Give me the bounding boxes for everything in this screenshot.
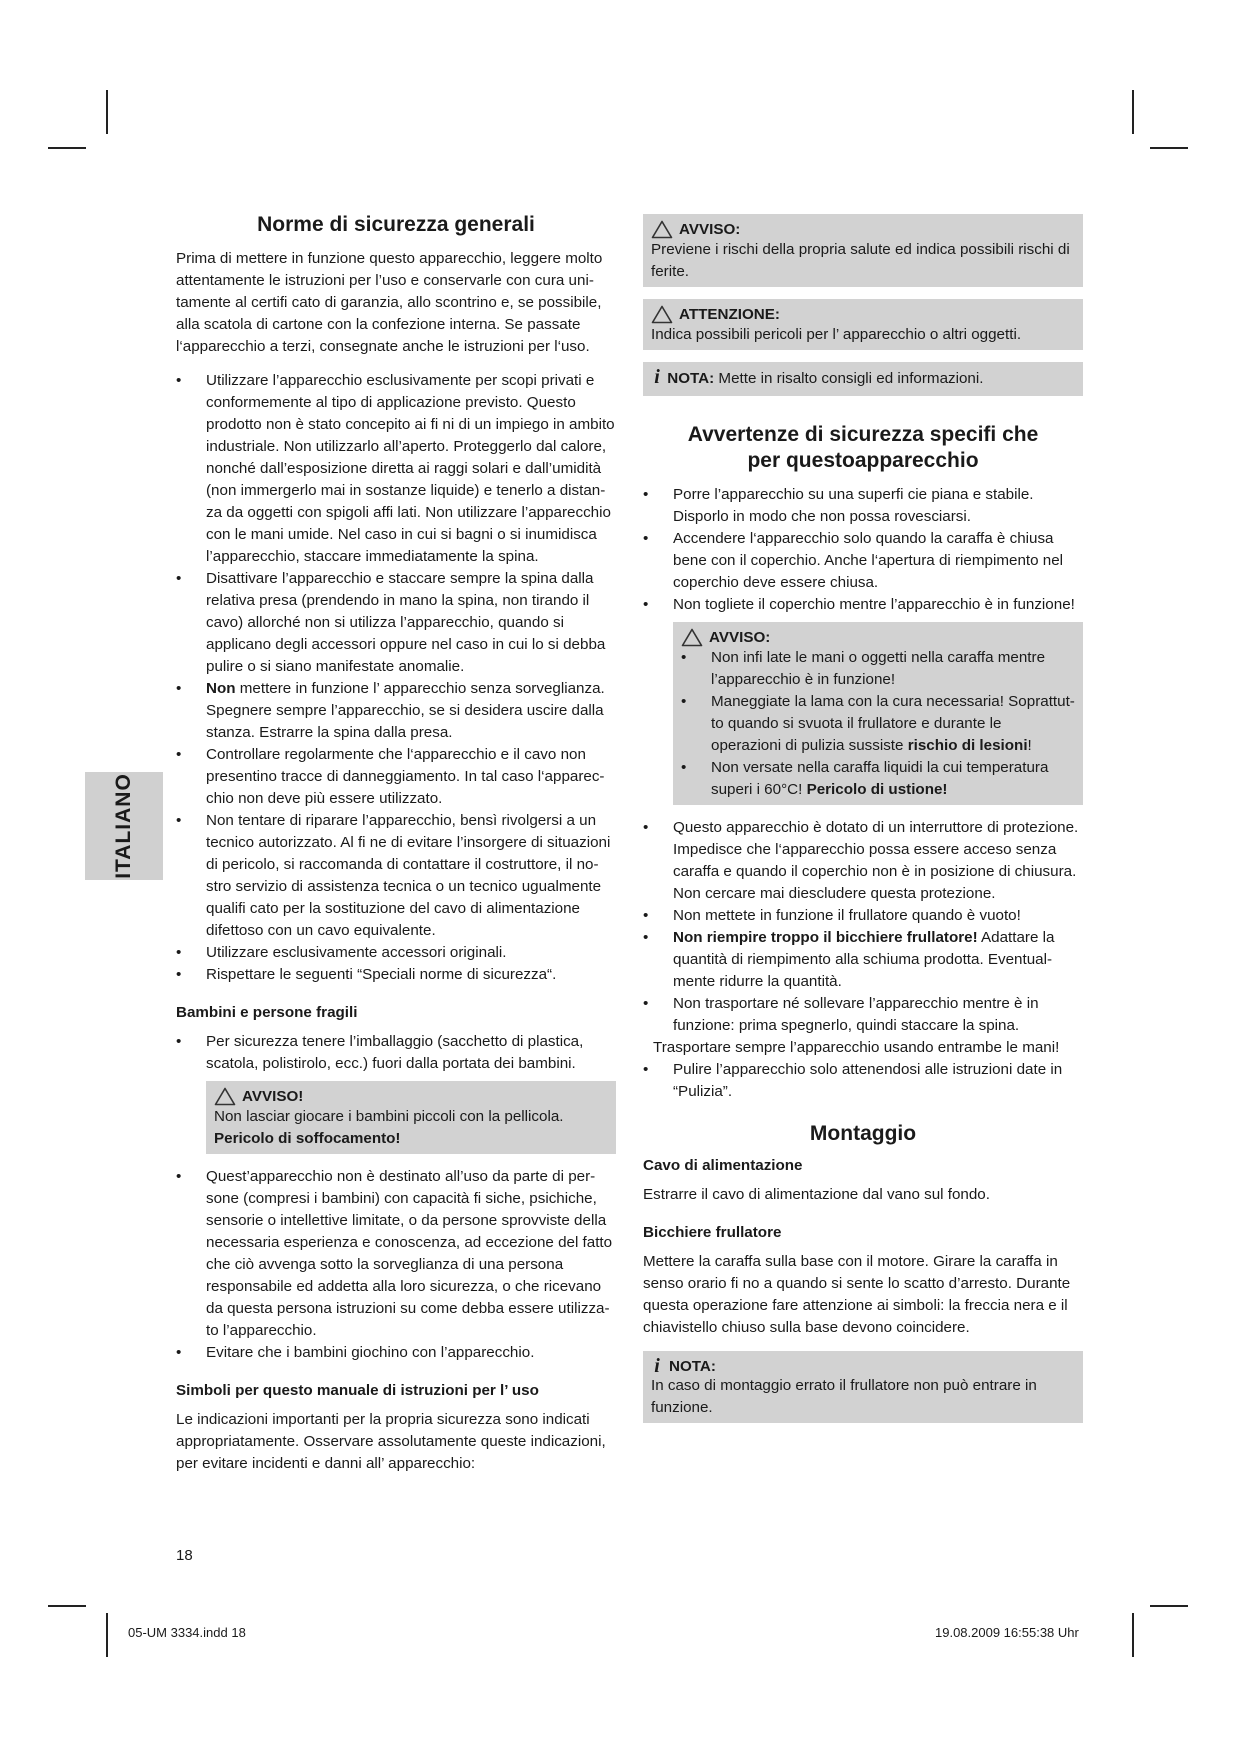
title-line: Avvertenze di sicurezza specifi che: [687, 423, 1039, 446]
footer-timestamp: 19.08.2009 16:55:38 Uhr: [935, 1625, 1079, 1640]
specific-safety-list-c: [643, 1059, 1083, 1103]
list-item: • Non mettete in funzione il frullatore quando è vuoto!: [643, 905, 1083, 927]
subheading-blender-jar: Bicchiere frullatore: [643, 1224, 782, 1241]
list-item: • Disattivare l’apparecchio e staccare sempre la spina dalla relativa presa (prendendo in mano la spina, non tirando il cavo) allorché non si utilizza l’apparecchio, quando si applicano degli accessori oppure nel caso in cui lo si debba pulire o si siano manifestate anomalie.: [176, 568, 616, 678]
section-title-montaggio: Montaggio: [809, 1122, 917, 1145]
list-item: • Questo apparecchio è dotato di un interruttore di protezione. Impedisce che l‘apparecchio possa essere acceso senza caraffa e quando il coperchio non è in posizione di chiusura. Non cercare mai diescludere questa protezione.: [643, 817, 1083, 905]
symbols-paragraph: Le indicazioni importanti per la propria sicurezza sono indicati appropriatamente. Osservare assolutamente queste indicazioni, per evitare incidenti e danni all’ apparecchio:: [176, 1411, 606, 1472]
attenzione-box: [643, 299, 1083, 350]
subheading-children: Bambini e persone fragili: [176, 1004, 358, 1021]
list-item: • Non tentare di riparare l’apparecchio, bensì rivolgersi a un tecnico autorizzato. Al fi ne di evitare l’insorgere di situazioni di pericolo, si raccomanda di contattare il costruttore, il no-stro servizio di assistenza tecnica o un tecnico ugualmente qualifi cato per la sostituzione del cavo di alimentazione difettoso con un cavo equivalente.: [176, 810, 616, 942]
avviso-box: [643, 214, 1083, 287]
warning-label: AVVISO!: [242, 1088, 304, 1105]
warning-text: Non lasciar giocare i bambini piccoli con la pellicola.: [214, 1108, 564, 1125]
section-title-specific-safety: [643, 422, 1083, 474]
warning-box-blade: [673, 622, 1083, 805]
intro-paragraph: Prima di mettere in funzione questo apparecchio, leggere molto attentamente le istruzioni per l’uso e conservarle con cura uni-tamente al certifi cato di garanzia, allo scontrino e, se possibile, alla scatola di cartone con la confezione interna. Se passate l‘apparecchio a terzi, consegnate anche le istruzioni per l‘uso.: [176, 250, 603, 355]
warning-triangle-icon: [651, 220, 673, 239]
crop-mark: [106, 90, 108, 134]
crop-mark: [1132, 90, 1134, 134]
emphasis-text: Non: [206, 680, 236, 697]
list-item: • Pulire l’apparecchio solo attenendosi alle istruzioni date in “Pulizia”.: [643, 1059, 1083, 1103]
list-item: • Non infi late le mani o oggetti nella caraffa mentre l’apparecchio è in funzione!: [681, 647, 1075, 691]
list-item: [176, 678, 616, 744]
section-title-general-safety: Norme di sicurezza generali: [257, 213, 535, 236]
nota-box-assembly: [643, 1351, 1083, 1423]
general-safety-list: [176, 370, 616, 986]
list-item: • Rispettare le seguenti “Speciali norme di sicurezza“.: [176, 964, 616, 986]
nota-text: In caso di montaggio errato il frullatore non può entrare in funzione.: [651, 1377, 1037, 1416]
list-item: • Per sicurezza tenere l’imballaggio (sacchetto di plastica, scatola, polistirolo, ecc.) fuori dalla portata dei bambini.: [176, 1031, 616, 1075]
list-item-text: !: [1027, 737, 1032, 754]
language-label: ITALIANO: [112, 773, 135, 879]
attenzione-text: Indica possibili pericoli per l’ apparecchio o altri oggetti.: [651, 326, 1022, 343]
list-item-text: Maneggiate la lama con la cura necessaria! Soprattut-to quando si svuota il frullatore e durante le operazioni di pulizia sussiste: [711, 693, 1075, 754]
emphasis-text: Pericolo di ustione!: [806, 781, 948, 798]
title-line: per questoapparecchio: [747, 449, 979, 472]
emphasis-text: Non riempire troppo il bicchiere frullatore!: [673, 929, 978, 946]
avviso-label: AVVISO:: [679, 221, 741, 238]
list-item-text: Non versate nella caraffa liquidi la cui temperatura superi i 60°C!: [711, 759, 1049, 798]
warning-triangle-icon: [214, 1087, 236, 1106]
list-item: • Controllare regolarmente che l‘apparecchio e il cavo non presentino tracce di danneggiamento. In tal caso l‘apparec-chio non deve più essere utilizzato.: [176, 744, 616, 810]
blender-jar-paragraph: Mettere la caraffa sulla base con il motore. Girare la caraffa in senso orario fi no a quando si sente lo scatto d’arresto. Durante questa operazione fare attenzione ai simboli: la freccia nera e il chiavistello chiuso sulla base devono coincidere.: [643, 1253, 1071, 1336]
avviso-text: Previene i rischi della propria salute ed indica possibili rischi di ferite.: [651, 241, 1070, 280]
warning-box-suffocation: [206, 1081, 616, 1154]
crop-mark: [1150, 1605, 1188, 1607]
warning-emphasis: Pericolo di soffocamento!: [214, 1130, 401, 1147]
emphasis-text: rischio di lesioni: [907, 737, 1028, 754]
crop-mark: [48, 1605, 86, 1607]
crop-mark: [106, 1613, 108, 1657]
caution-triangle-icon: [651, 305, 673, 324]
crop-mark: [1132, 1613, 1134, 1657]
children-list-b: [176, 1166, 616, 1364]
list-item: [681, 691, 1075, 757]
info-icon: i: [654, 1355, 660, 1377]
specific-safety-list: [643, 484, 1083, 616]
right-column: [643, 214, 1083, 1435]
list-item: • Utilizzare l’apparecchio esclusivamente per scopi privati e conformemente al tipo di applicazione previsto. Questo prodotto non è stato concepito ai fi ni di un impiego in ambito industriale. Non utilizzarlo all’aperto. Proteggerlo dal calore, nonché dall’esposizione diretta ai raggi solari e dall’umidità (non immergerlo mai in sostanze liquide) e tenerlo a distan-za da oggetti con spigoli affi lati. Non utilizzare l’apparecchio con le mani umide. Nel caso in cui si bagni o si inumidisca l’apparecchio, staccare immediatamente la spina.: [176, 370, 616, 568]
warning-label: AVVISO:: [709, 629, 771, 646]
list-item: • Accendere l‘apparecchio solo quando la caraffa è chiusa bene con il coperchio. Anche l‘apertura di riempimento nel coperchio deve essere chiusa.: [643, 528, 1083, 594]
list-item: • Porre l’apparecchio su una superfi cie piana e stabile. Disporlo in modo che non possa rovesciarsi.: [643, 484, 1083, 528]
children-list: [176, 1031, 616, 1075]
list-item-text: Adattare la quantità di riempimento alla schiuma prodotta. Eventual-mente ridurre la quantità.: [673, 929, 1055, 990]
nota-label: NOTA:: [667, 370, 715, 387]
list-item: [643, 927, 1083, 993]
list-item: • Quest’apparecchio non è destinato all’uso da parte di per-sone (compresi i bambini) con capacità fi siche, psichiche, sensorie o intellettive limitate, o da persone sprovviste della necessaria esperienza e conoscenza, ad eccezione del fatto che ciò avvenga sotto la sorveglianza di una persona responsabile ed addetta alla loro sicurezza, o che ricevano da questa persona istruzioni su come debba essere utilizza-to l’apparecchio.: [176, 1166, 616, 1342]
subheading-power-cord: Cavo di alimentazione: [643, 1157, 803, 1174]
transport-note: Trasportare sempre l’apparecchio usando entrambe le mani!: [653, 1039, 1060, 1056]
page-number: 18: [176, 1547, 193, 1564]
list-item: • Non togliete il coperchio mentre l’apparecchio è in funzione!: [643, 594, 1083, 616]
list-item-text: mettere in funzione l’ apparecchio senza sorveglianza. Spegnere sempre l’apparecchio, se si desidera uscire dalla stanza. Estrarre la spina dalla presa.: [206, 680, 605, 741]
list-item: • Evitare che i bambini giochino con l’apparecchio.: [176, 1342, 616, 1364]
left-column: [176, 212, 616, 1475]
list-item: • Utilizzare esclusivamente accessori originali.: [176, 942, 616, 964]
attenzione-label: ATTENZIONE:: [679, 306, 780, 323]
list-item: • Non trasportare né sollevare l’apparecchio mentre è in funzione: prima spegnerlo, quindi staccare la spina.: [643, 993, 1083, 1037]
list-item: [681, 757, 1075, 801]
warning-triangle-icon: [681, 628, 703, 647]
footer-file-info: 05-UM 3334.indd 18: [128, 1625, 246, 1640]
nota-box: [643, 362, 1083, 396]
nota-label: NOTA:: [669, 1357, 716, 1375]
subheading-symbols: Simboli per questo manuale di istruzioni per l’ uso: [176, 1382, 539, 1399]
crop-mark: [1150, 147, 1188, 149]
nota-text: Mette in risalto consigli ed informazioni.: [714, 370, 984, 387]
info-icon: i: [654, 366, 660, 388]
specific-safety-list-b: [643, 817, 1083, 1037]
crop-mark: [48, 147, 86, 149]
language-tab: [85, 772, 163, 880]
power-cord-paragraph: Estrarre il cavo di alimentazione dal vano sul fondo.: [643, 1186, 990, 1203]
